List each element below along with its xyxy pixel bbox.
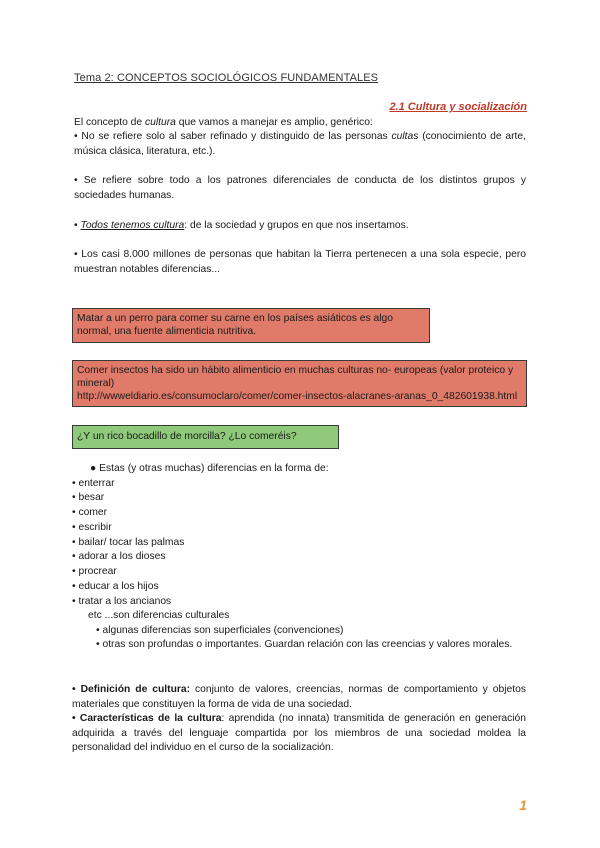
box-insectos [72, 360, 527, 407]
bullet-refinado-pre: • No se refiere solo al saber refinado y distinguido de las personas [74, 131, 392, 142]
definicion-label: • Definición de cultura: [72, 684, 191, 695]
section-heading: 2.1 Cultura y socialización [389, 101, 527, 113]
bullet-especie: • Los casi 8.000 millones de personas que habitan la Tierra pertenecen a una sola especie, pero muestran notables diferencias... [74, 249, 526, 275]
differences-intro: ● Estas (y otras muchas) diferencias en la forma de: [90, 463, 329, 474]
list-item: • adorar a los dioses [72, 551, 166, 562]
definicion-cultura [72, 683, 526, 712]
page-number: 1 [519, 797, 527, 813]
bullet-todos-post: : de la sociedad y grupos en que nos insertamos. [184, 220, 409, 231]
box-perro: Matar a un perro para comer su carne en los países asiáticos es algo normal, una fuente alimenticia nutritiva. [72, 308, 430, 343]
bullet-todos-dot: • [74, 220, 81, 231]
list-item: • educar a los hijos [72, 581, 159, 592]
bullet-refinado-italic: cultas [391, 131, 419, 142]
intro-line-italic: cultura [144, 117, 176, 128]
caracteristicas-text: : aprendida (no innata) transmitida de generación en generación adquirida a través del lenguaje compartida por los miembros de una sociedad moldea la personalidad del individuo en el curso de la socialización. [72, 713, 527, 753]
bullet-todos [74, 219, 526, 234]
list-item: • procrear [72, 566, 117, 577]
caracteristicas-label: • Características de la cultura [72, 713, 222, 724]
caracteristicas-cultura [72, 712, 526, 756]
list-item: • escribir [72, 522, 112, 533]
sub-profundas: • otras son profundas o importantes. Guardan relación con las creencias y valores morales. [96, 639, 513, 650]
box-insectos-text: Comer insectos ha sido un hábito alimenticio en muchas culturas no- europeas (valor proteico y mineral) [77, 365, 514, 389]
list-item: • enterrar [72, 478, 115, 489]
list-item: • tratar a los ancianos [72, 596, 172, 607]
box-morcilla: ¿Y un rico bocadillo de morcilla? ¿Lo comeréis? [72, 425, 339, 449]
sub-superficiales: • algunas diferencias son superficiales (convenciones) [96, 625, 344, 636]
etc-line: etc ...son diferencias culturales [88, 610, 230, 621]
intro-line [74, 116, 526, 131]
list-item: • bailar/ tocar las palmas [72, 537, 185, 548]
document-title: Tema 2: CONCEPTOS SOCIOLÓGICOS FUNDAMENTALES [74, 72, 379, 84]
list-item: • besar [72, 492, 105, 503]
list-item: • comer [72, 507, 108, 518]
box-insectos-url[interactable]: http://wwweldiario.es/consumoclaro/comer/comer-insectos-alacranes-aranas_0_482601938.html [77, 391, 518, 402]
intro-line-pre: El concepto de [74, 117, 145, 128]
bullet-refinado [74, 130, 526, 159]
intro-line-post: que vamos a manejar es amplio, genérico: [175, 117, 373, 128]
todos-tenemos-cultura: Todos tenemos cultura [80, 220, 185, 231]
definicion-text: conjunto de valores, creencias, normas de comportamiento y objetos materiales que constituyen la forma de vida de una sociedad. [72, 684, 526, 710]
bullet-patrones: • Se refiere sobre todo a los patrones diferenciales de conducta de los distintos grupos y sociedades humanas. [74, 175, 526, 201]
bullet-refinado-post: (conocimiento de arte, música clásica, literatura, etc.). [74, 131, 526, 157]
